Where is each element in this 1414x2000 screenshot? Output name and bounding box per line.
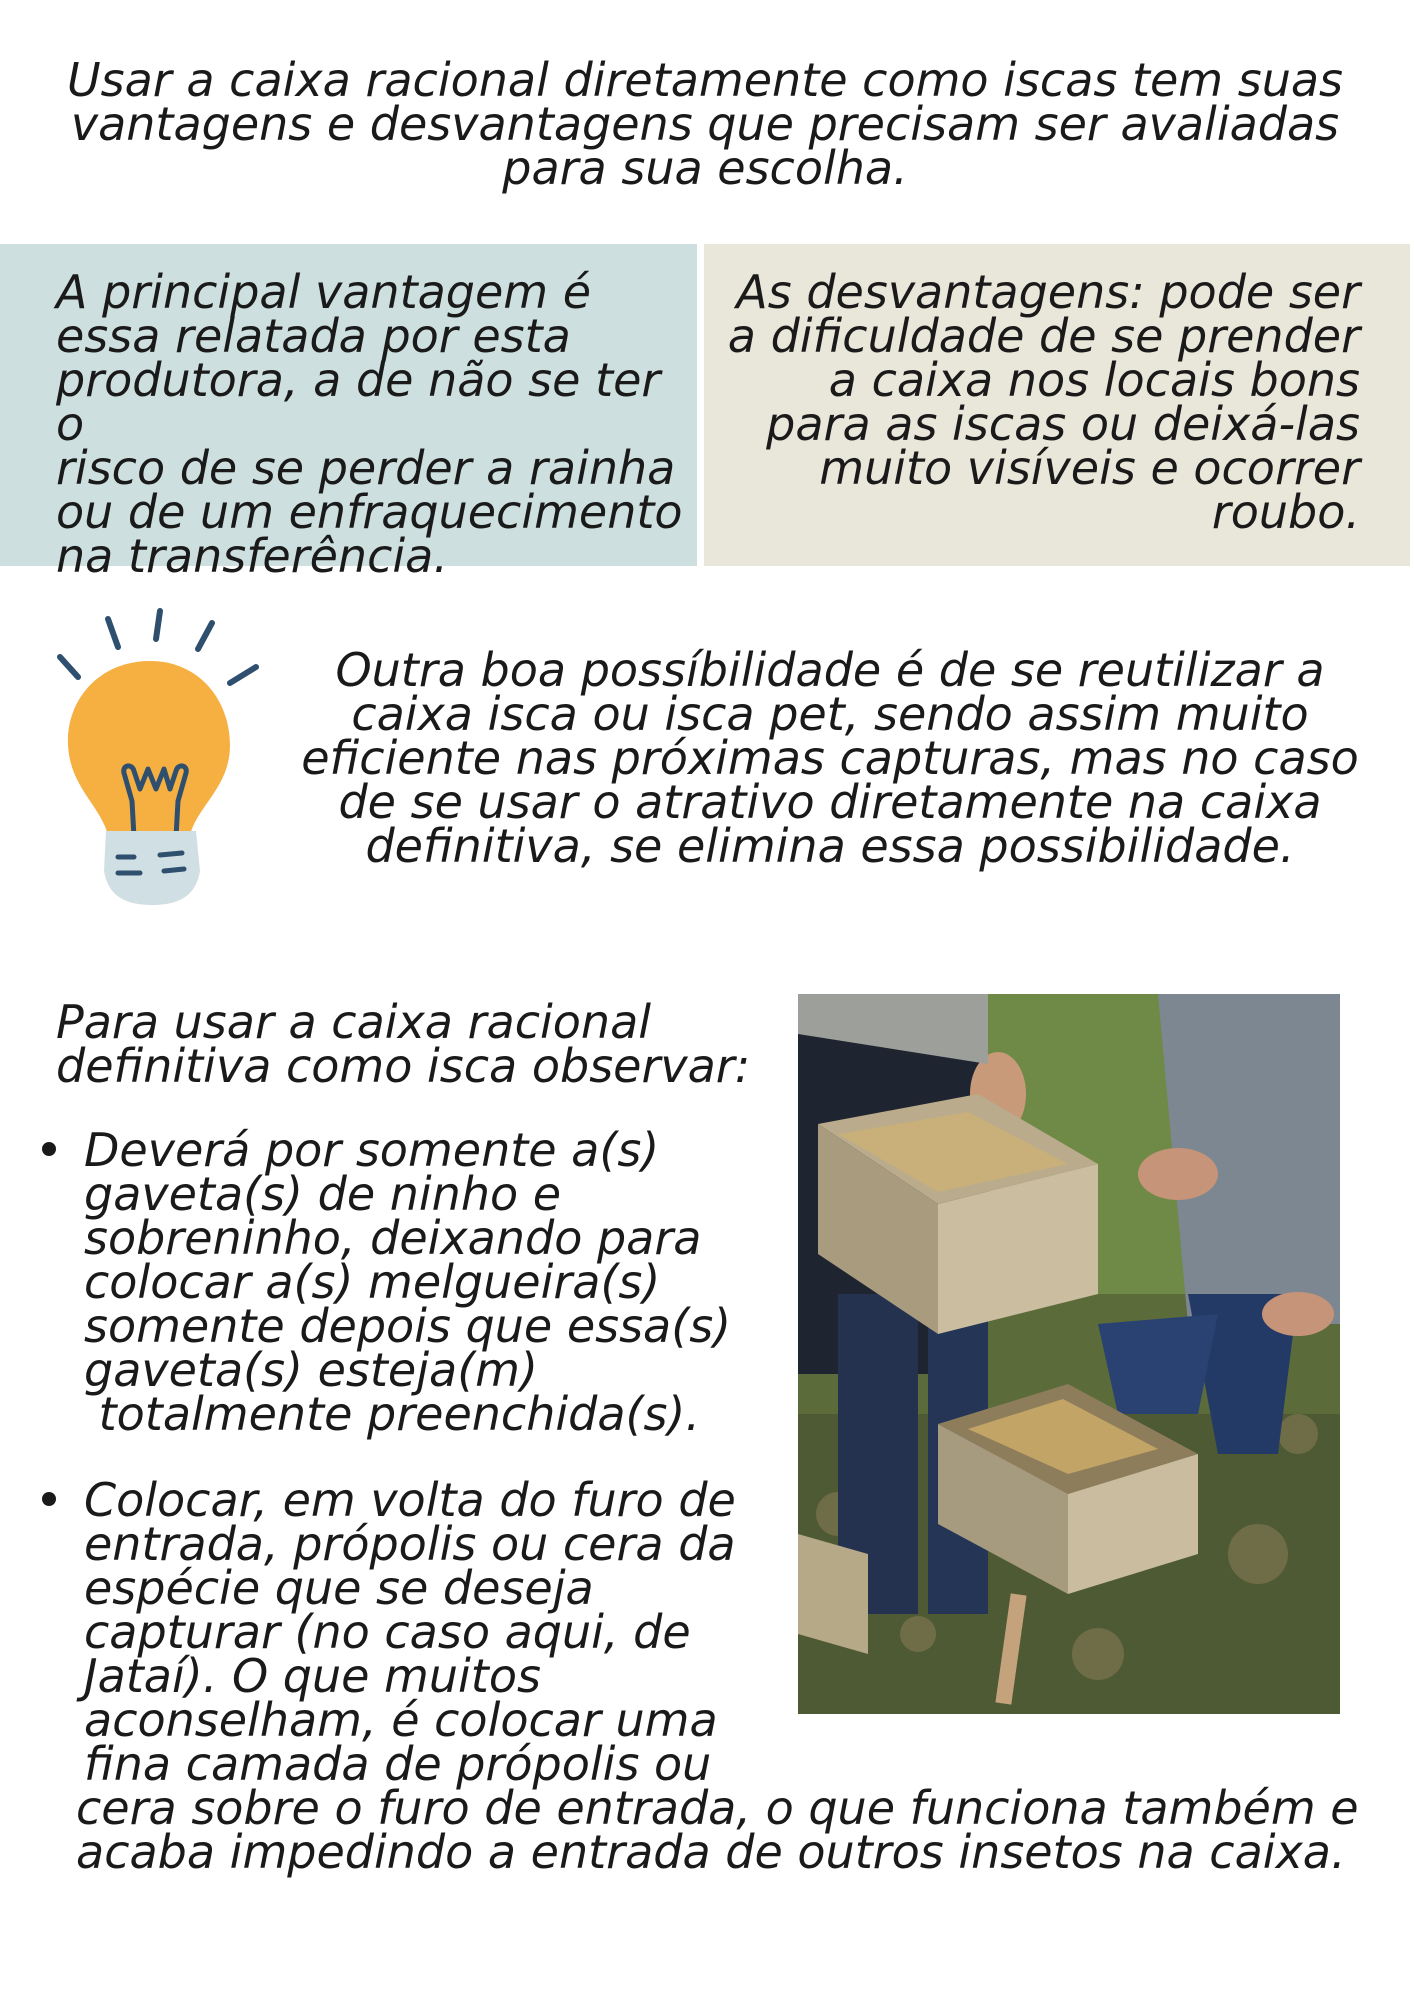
bullet-line: gaveta(s) esteja(m) [84,1343,538,1397]
disadvantages-line: muito visíveis e ocorrer [819,441,1360,495]
bullet-line: colocar a(s) melgueira(s) [84,1255,661,1309]
bottom-line: cera sobre o furo de entrada, o que funciona também e [76,1781,1359,1835]
advantages-panel [0,244,697,583]
intro-line: para sua escolha. [502,141,908,195]
bullet-line: sobreninho, deixando para [84,1211,702,1265]
lightbulb-icon [40,605,270,915]
bullet-item-1 [84,1123,774,1441]
advantages-line: produtora, a de não se ter o [56,353,661,451]
advantages-line: risco de se perder a rainha [56,441,676,495]
idea-line: caixa isca ou isca pet, sendo assim muito [351,687,1309,741]
disadvantages-panel [704,244,1410,566]
bullet-line: totalmente preenchida(s). [84,1387,700,1441]
bullet-line: capturar (no caso aqui, de [84,1605,691,1659]
bullet-line: espécie que se deseja [84,1561,594,1615]
bullet-item-2 [84,1473,774,1791]
advantages-line: essa relatada por esta [56,309,571,363]
section-title-line: definitiva como isca observar: [56,1039,751,1093]
intro-line: Usar a caixa racional diretamente como iscas tem suas [66,53,1344,107]
disadvantages-line: a dificuldade de se prender [727,309,1360,363]
idea-line: eficiente nas próximas capturas, mas no caso [301,731,1359,785]
bullet-line: aconselham, é colocar uma [84,1693,718,1747]
disadvantages-line: para as iscas ou deixá-las [766,397,1360,451]
idea-line: de se usar o atrativo diretamente na caixa [338,775,1322,829]
beehive-boxes-photo [798,994,1340,1714]
idea-line: definitiva, se elimina essa possibilidade. [365,819,1295,873]
bullet-line: Jataí). O que muitos [84,1649,541,1703]
section-title-line: Para usar a caixa racional [56,995,652,1049]
idea-text [300,643,1360,873]
bullet-line: entrada, própolis ou cera da [84,1517,736,1571]
advantages-line: ou de um enfraquecimento [56,485,683,539]
bullet-dot [42,1492,56,1506]
advantages-line: na transferência. [56,529,448,583]
bullet-line: somente depois que essa(s) [84,1299,732,1353]
bullet-line: gaveta(s) de ninho e [84,1167,562,1221]
intro-text [60,53,1350,195]
bullet-line: fina camada de própolis ou [84,1737,712,1791]
bullet-dot [42,1142,56,1156]
section-title [56,995,776,1093]
bullet-line: Deverá por somente a(s) [84,1123,660,1177]
disadvantages-line: roubo. [1211,485,1360,539]
disadvantages-line: a caixa nos locais bons [828,353,1360,407]
idea-line: Outra boa possíbilidade é de se reutilizar a [335,643,1325,697]
bullet-line: Colocar, em volta do furo de [84,1473,736,1527]
intro-line: vantagens e desvantagens que precisam ser avaliadas [70,97,1340,151]
bottom-line: acaba impedindo a entrada de outros insetos na caixa. [76,1825,1346,1879]
disadvantages-line: As desvantagens: pode ser [736,265,1360,319]
advantages-line: A principal vantagem é [56,265,592,319]
